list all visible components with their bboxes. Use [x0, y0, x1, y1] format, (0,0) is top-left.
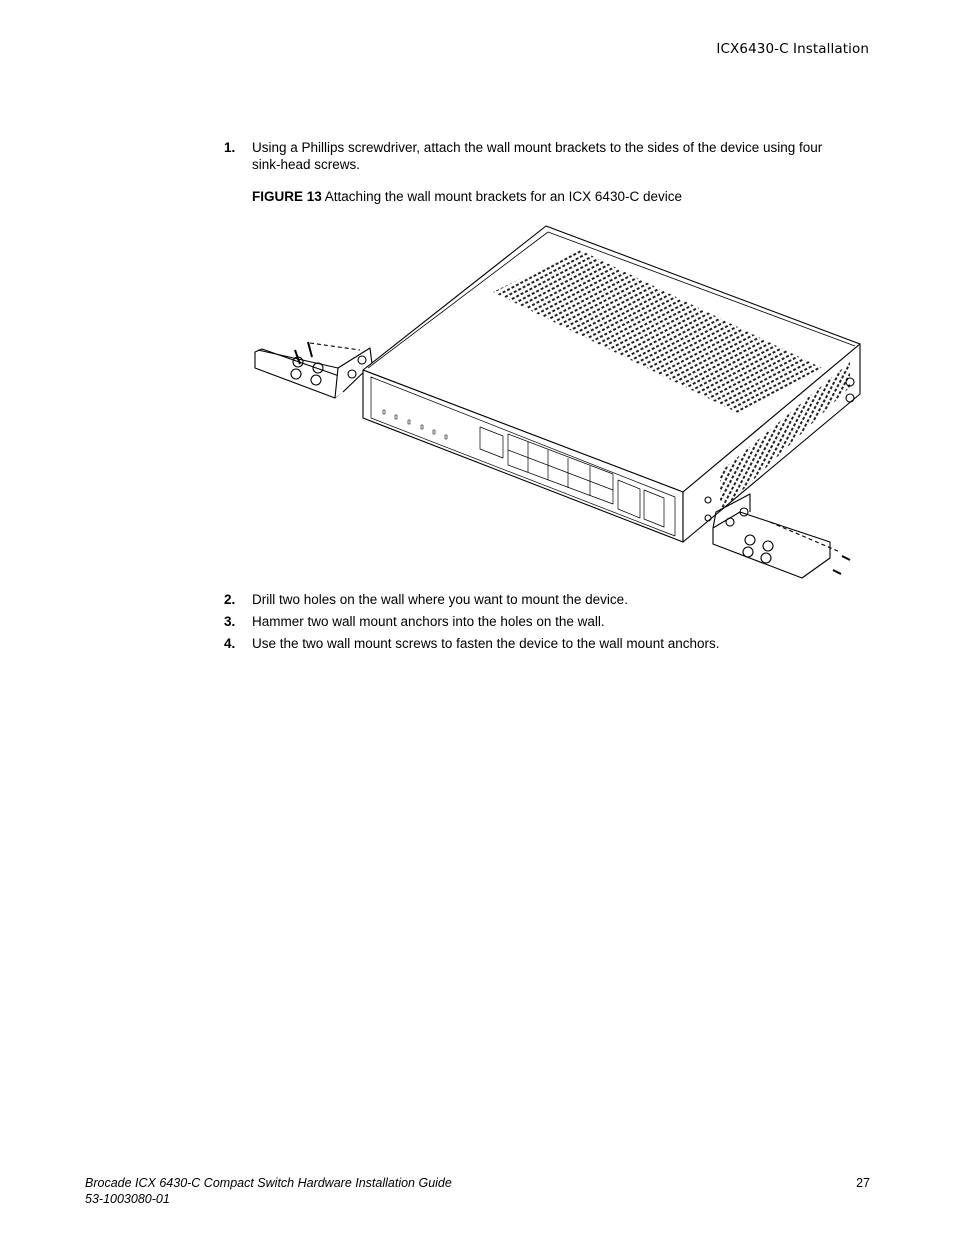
left-bracket — [255, 342, 372, 398]
figure-label: FIGURE 13 — [252, 189, 322, 204]
step-3 — [224, 613, 854, 630]
step-number: 3. — [224, 614, 236, 629]
figure-caption-text: Attaching the wall mount brackets for an ICX 6430-C device — [324, 189, 682, 204]
page-footer — [85, 1175, 870, 1207]
switch-chassis — [363, 226, 860, 542]
header-section-title: ICX6430-C Installation — [716, 41, 869, 57]
right-bracket — [713, 494, 850, 578]
step-number: 2. — [224, 592, 236, 607]
step-text: Using a Phillips screwdriver, attach the wall mount brackets to the sides of the device using four sink-head screws. — [252, 140, 823, 172]
step-text: Drill two holes on the wall where you want to mount the device. — [252, 592, 628, 607]
step-number: 4. — [224, 636, 236, 651]
step-text: Hammer two wall mount anchors into the holes on the wall. — [252, 614, 605, 629]
wall-mount-bracket-illustration — [250, 222, 880, 587]
footer-guide-title: Brocade ICX 6430-C Compact Switch Hardware Installation Guide — [85, 1176, 452, 1190]
step-text: Use the two wall mount screws to fasten the device to the wall mount anchors. — [252, 636, 720, 651]
figure-caption — [252, 189, 682, 204]
step-1 — [224, 139, 854, 173]
page-number: 27 — [856, 1176, 870, 1190]
step-number: 1. — [224, 140, 236, 155]
step-4 — [224, 635, 854, 652]
footer-doc-number: 53-1003080-01 — [85, 1192, 170, 1206]
step-2 — [224, 591, 854, 608]
